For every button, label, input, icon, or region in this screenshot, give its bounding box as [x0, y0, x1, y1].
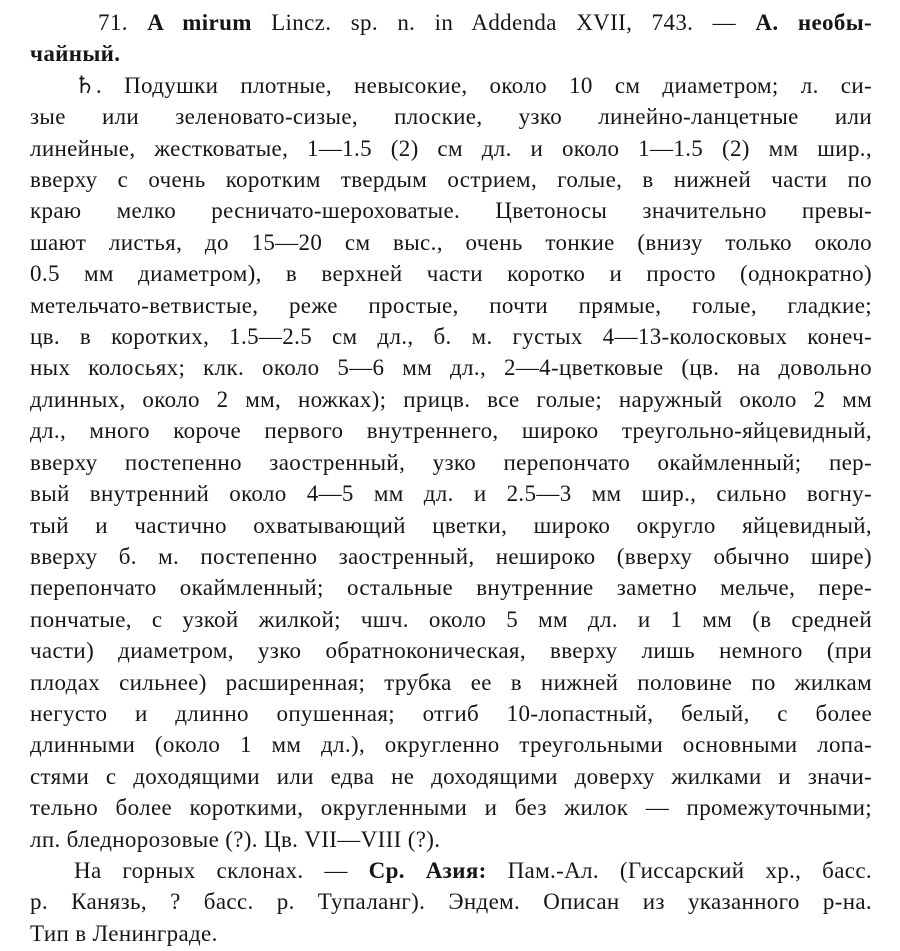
text-line	[30, 667, 872, 698]
body-text: линейные, жестковатые, 1—1.5 (2) см дл. и около 1—1.5 (2) мм шир.,	[30, 135, 872, 161]
body-text: стями с доходящими или едва не доходящими доверху жилками и значи-	[30, 763, 872, 789]
body-text: шают листья, до 15—20 см выс., очень тонкие (внизу только около	[30, 229, 872, 255]
text-line	[30, 352, 872, 383]
text-line	[30, 824, 872, 855]
body-text: тый и частично охватывающий цветки, широко округло яйцевидный,	[30, 512, 872, 538]
text-line	[30, 635, 872, 666]
text-line	[30, 321, 872, 352]
text-block	[30, 7, 872, 949]
body-text: метельчато-ветвистые, реже простые, почти прямые, голые, гладкие;	[30, 292, 872, 318]
text-line	[30, 258, 872, 289]
text-line	[30, 604, 872, 635]
text-line	[30, 164, 872, 195]
body-text: плодах сильнее) расширенная; трубка ее в нижней половине по жилкам	[30, 669, 872, 695]
body-text: 0.5 мм диаметром), в верхней части коротко и просто (однократно)	[30, 261, 872, 287]
text-line	[30, 195, 872, 226]
text-line	[30, 415, 872, 446]
body-text: На горных склонах. —	[74, 857, 369, 883]
body-text: лп. бледнорозовые (?). Цв. VII—VIII (?).	[30, 826, 441, 852]
text-line	[30, 761, 872, 792]
body-text: 71.	[98, 10, 148, 35]
paragraph-habitat-note	[30, 855, 872, 949]
paragraph-species-heading	[30, 7, 872, 70]
body-text: дл., много короче первого внутреннего, широко треугольно-яйцевидный,	[30, 418, 872, 444]
text-line	[30, 729, 872, 760]
body-text: цв. в коротких, 1.5—2.5 см дл., б. м. густых 4—13-колосковых конеч-	[30, 324, 872, 350]
body-text: вый внутренний около 4—5 мм дл. и 2.5—3 мм шир., сильно вогну-	[30, 481, 872, 507]
text-line	[30, 70, 872, 101]
body-text: вверху постепенно заостренный, узко перепончато окаймленный; пер-	[30, 449, 872, 475]
emphasis-text: Ср. Азия:	[368, 857, 487, 883]
text-line	[30, 38, 872, 69]
text-line	[30, 447, 872, 478]
emphasis-text: чайный.	[30, 41, 121, 67]
text-line	[30, 290, 872, 321]
text-line	[30, 7, 872, 38]
text-line	[30, 572, 872, 603]
text-line	[30, 855, 872, 886]
text-line	[30, 384, 872, 415]
text-line	[30, 792, 872, 823]
body-text: перепончато окаймленный; остальные внутренние заметно мельче, пере-	[30, 575, 872, 601]
body-text: вверху с очень коротким твердым острием, голые, в нижней части по	[30, 167, 872, 193]
body-text: вверху б. м. постепенно заостренный, нешироко (вверху обычно шире)	[30, 543, 872, 569]
text-line	[30, 886, 872, 917]
body-text: длинными (около 1 мм дл.), округленно треугольными основными лопа-	[30, 732, 872, 758]
body-text: тельно более короткими, округленными и без жилок — промежуточными;	[30, 795, 872, 821]
text-line	[30, 101, 872, 132]
text-line	[30, 918, 872, 949]
body-text: Lincz. sp. n. in Addenda XVII, 743. —	[251, 10, 756, 35]
body-text: пончатые, с узкой жилкой; чшч. около 5 мм дл. и 1 мм (в средней	[30, 606, 872, 632]
saturn-lifeform-symbol: ♄	[74, 70, 96, 99]
text-line	[30, 510, 872, 541]
body-text: краю мелко ресничато-шероховатые. Цветоносы значительно превы-	[30, 198, 872, 224]
body-text: р. Канязь, ? басс. р. Тупаланг). Эндем. Описан из указанного р-на.	[30, 889, 872, 915]
paragraph-description	[30, 70, 872, 855]
body-text: Тип в Ленинграде.	[30, 920, 218, 946]
body-text: негусто и длинно опушенная; отгиб 10-лопастный, белый, с более	[30, 700, 872, 726]
text-line	[30, 698, 872, 729]
body-text: длинных, около 2 мм, ножках); прицв. все голые; наружный около 2 мм	[30, 386, 872, 412]
body-text: зые или зеленовато-сизые, плоские, узко линейно-ланцетные или	[30, 104, 872, 130]
text-line	[30, 541, 872, 572]
emphasis-text: А. необы-	[755, 10, 873, 35]
body-text: части) диаметром, узко обратноконическая, вверху лишь немного (при	[30, 638, 872, 664]
text-line	[30, 478, 872, 509]
text-line	[30, 133, 872, 164]
body-text: ных колосьях; клк. около 5—6 мм дл., 2—4-цветковые (цв. на довольно	[30, 355, 872, 381]
body-text: . Подушки плотные, невысокие, около 10 см диаметром; л. си-	[95, 72, 872, 98]
body-text: Пам.-Ал. (Гиссарский хр., басс.	[486, 857, 872, 883]
text-line	[30, 227, 872, 258]
emphasis-text: A mirum	[147, 10, 252, 35]
